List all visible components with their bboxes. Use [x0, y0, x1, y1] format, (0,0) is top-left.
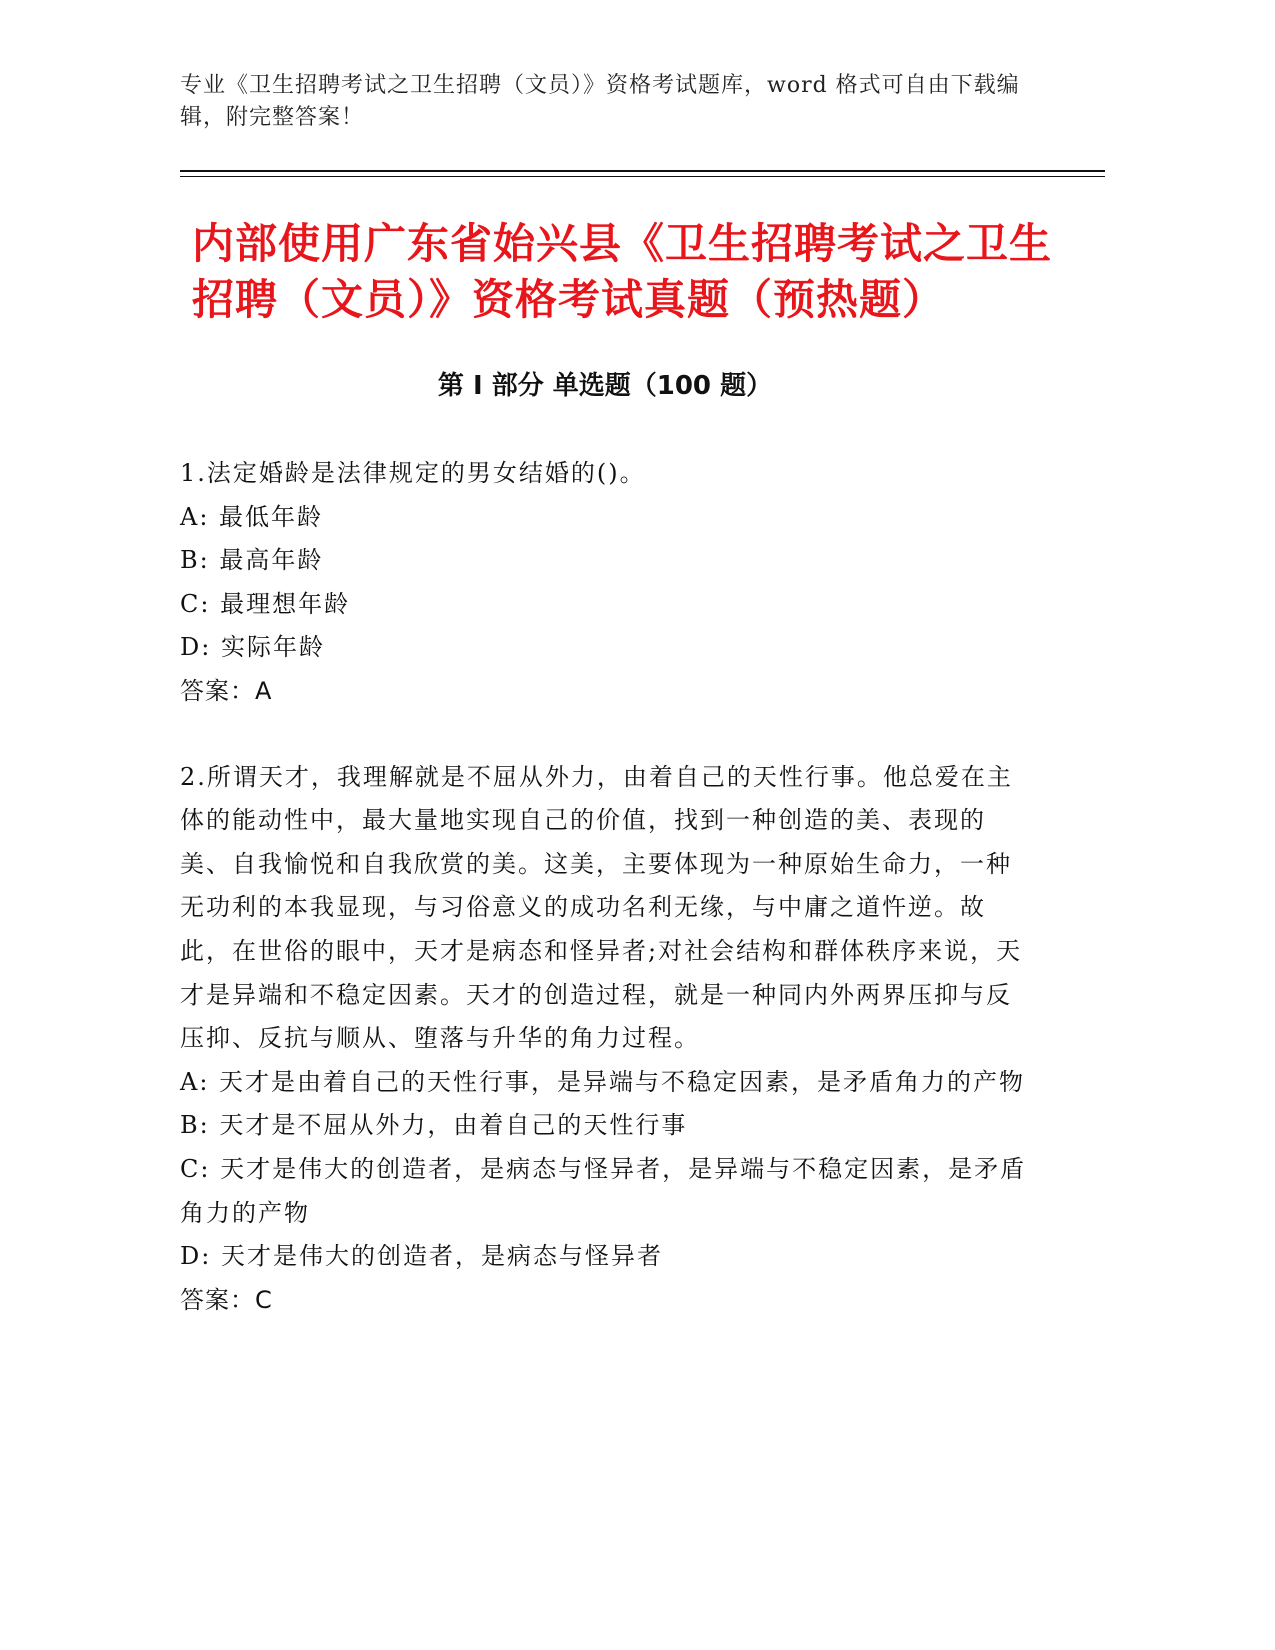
question-stem: 1.法定婚龄是法律规定的男女结婚的()。: [180, 459, 646, 487]
option-a: A: 最低年龄: [180, 502, 324, 531]
document-title: 内部使用广东省始兴县《卫生招聘考试之卫生招聘（文员）》资格考试真题（预热题）: [192, 219, 1053, 324]
header-divider-thin: [180, 176, 1105, 177]
section-title: 第 I 部分 单选题（100 题）: [437, 371, 773, 401]
answer: 答案：C: [180, 1285, 273, 1314]
option-c: C: 天才是伟大的创造者，是病态与怪异者，是异端与不稳定因素，是矛盾角力的产物: [180, 1154, 1027, 1227]
header-note: 专业《卫生招聘考试之卫生招聘（文员）》资格考试题库，word 格式可自由下载编辑，附完整答案！: [180, 73, 1020, 130]
option-b: B: 最高年龄: [180, 546, 324, 575]
question-1: [180, 452, 1030, 714]
answer: 答案：A: [180, 676, 273, 705]
header-divider-thick: [180, 170, 1105, 172]
question-list: [180, 452, 1030, 1364]
question-2: [180, 756, 1030, 1323]
option-a: A: 天才是由着自己的天性行事，是异端与不稳定因素，是矛盾角力的产物: [180, 1067, 1026, 1096]
option-b: B: 天才是不屈从外力，由着自己的天性行事: [180, 1111, 688, 1140]
option-d: D: 天才是伟大的创造者，是病态与怪异者: [180, 1242, 663, 1271]
question-stem: 2.所谓天才，我理解就是不屈从外力，由着自己的天性行事。他总爱在主体的能动性中，最大量地实现自己的价值，找到一种创造的美、表现的美、自我愉悦和自我欣赏的美。这美，主要体现为一种原始生命力，一种无功利的本我显现，与习俗意义的成功名利无缘，与中庸之道忤逆。故此，在世俗的眼中，天才是病态和怪异者;对社会结构和群体秩序来说，天才是异端和不稳定因素。天才的创造过程，就是一种同内外两界压抑与反压抑、反抗与顺从、堕落与升华的角力过程。: [180, 762, 1023, 1053]
option-d: D: 实际年龄: [180, 633, 325, 662]
option-c: C: 最理想年龄: [180, 589, 351, 618]
